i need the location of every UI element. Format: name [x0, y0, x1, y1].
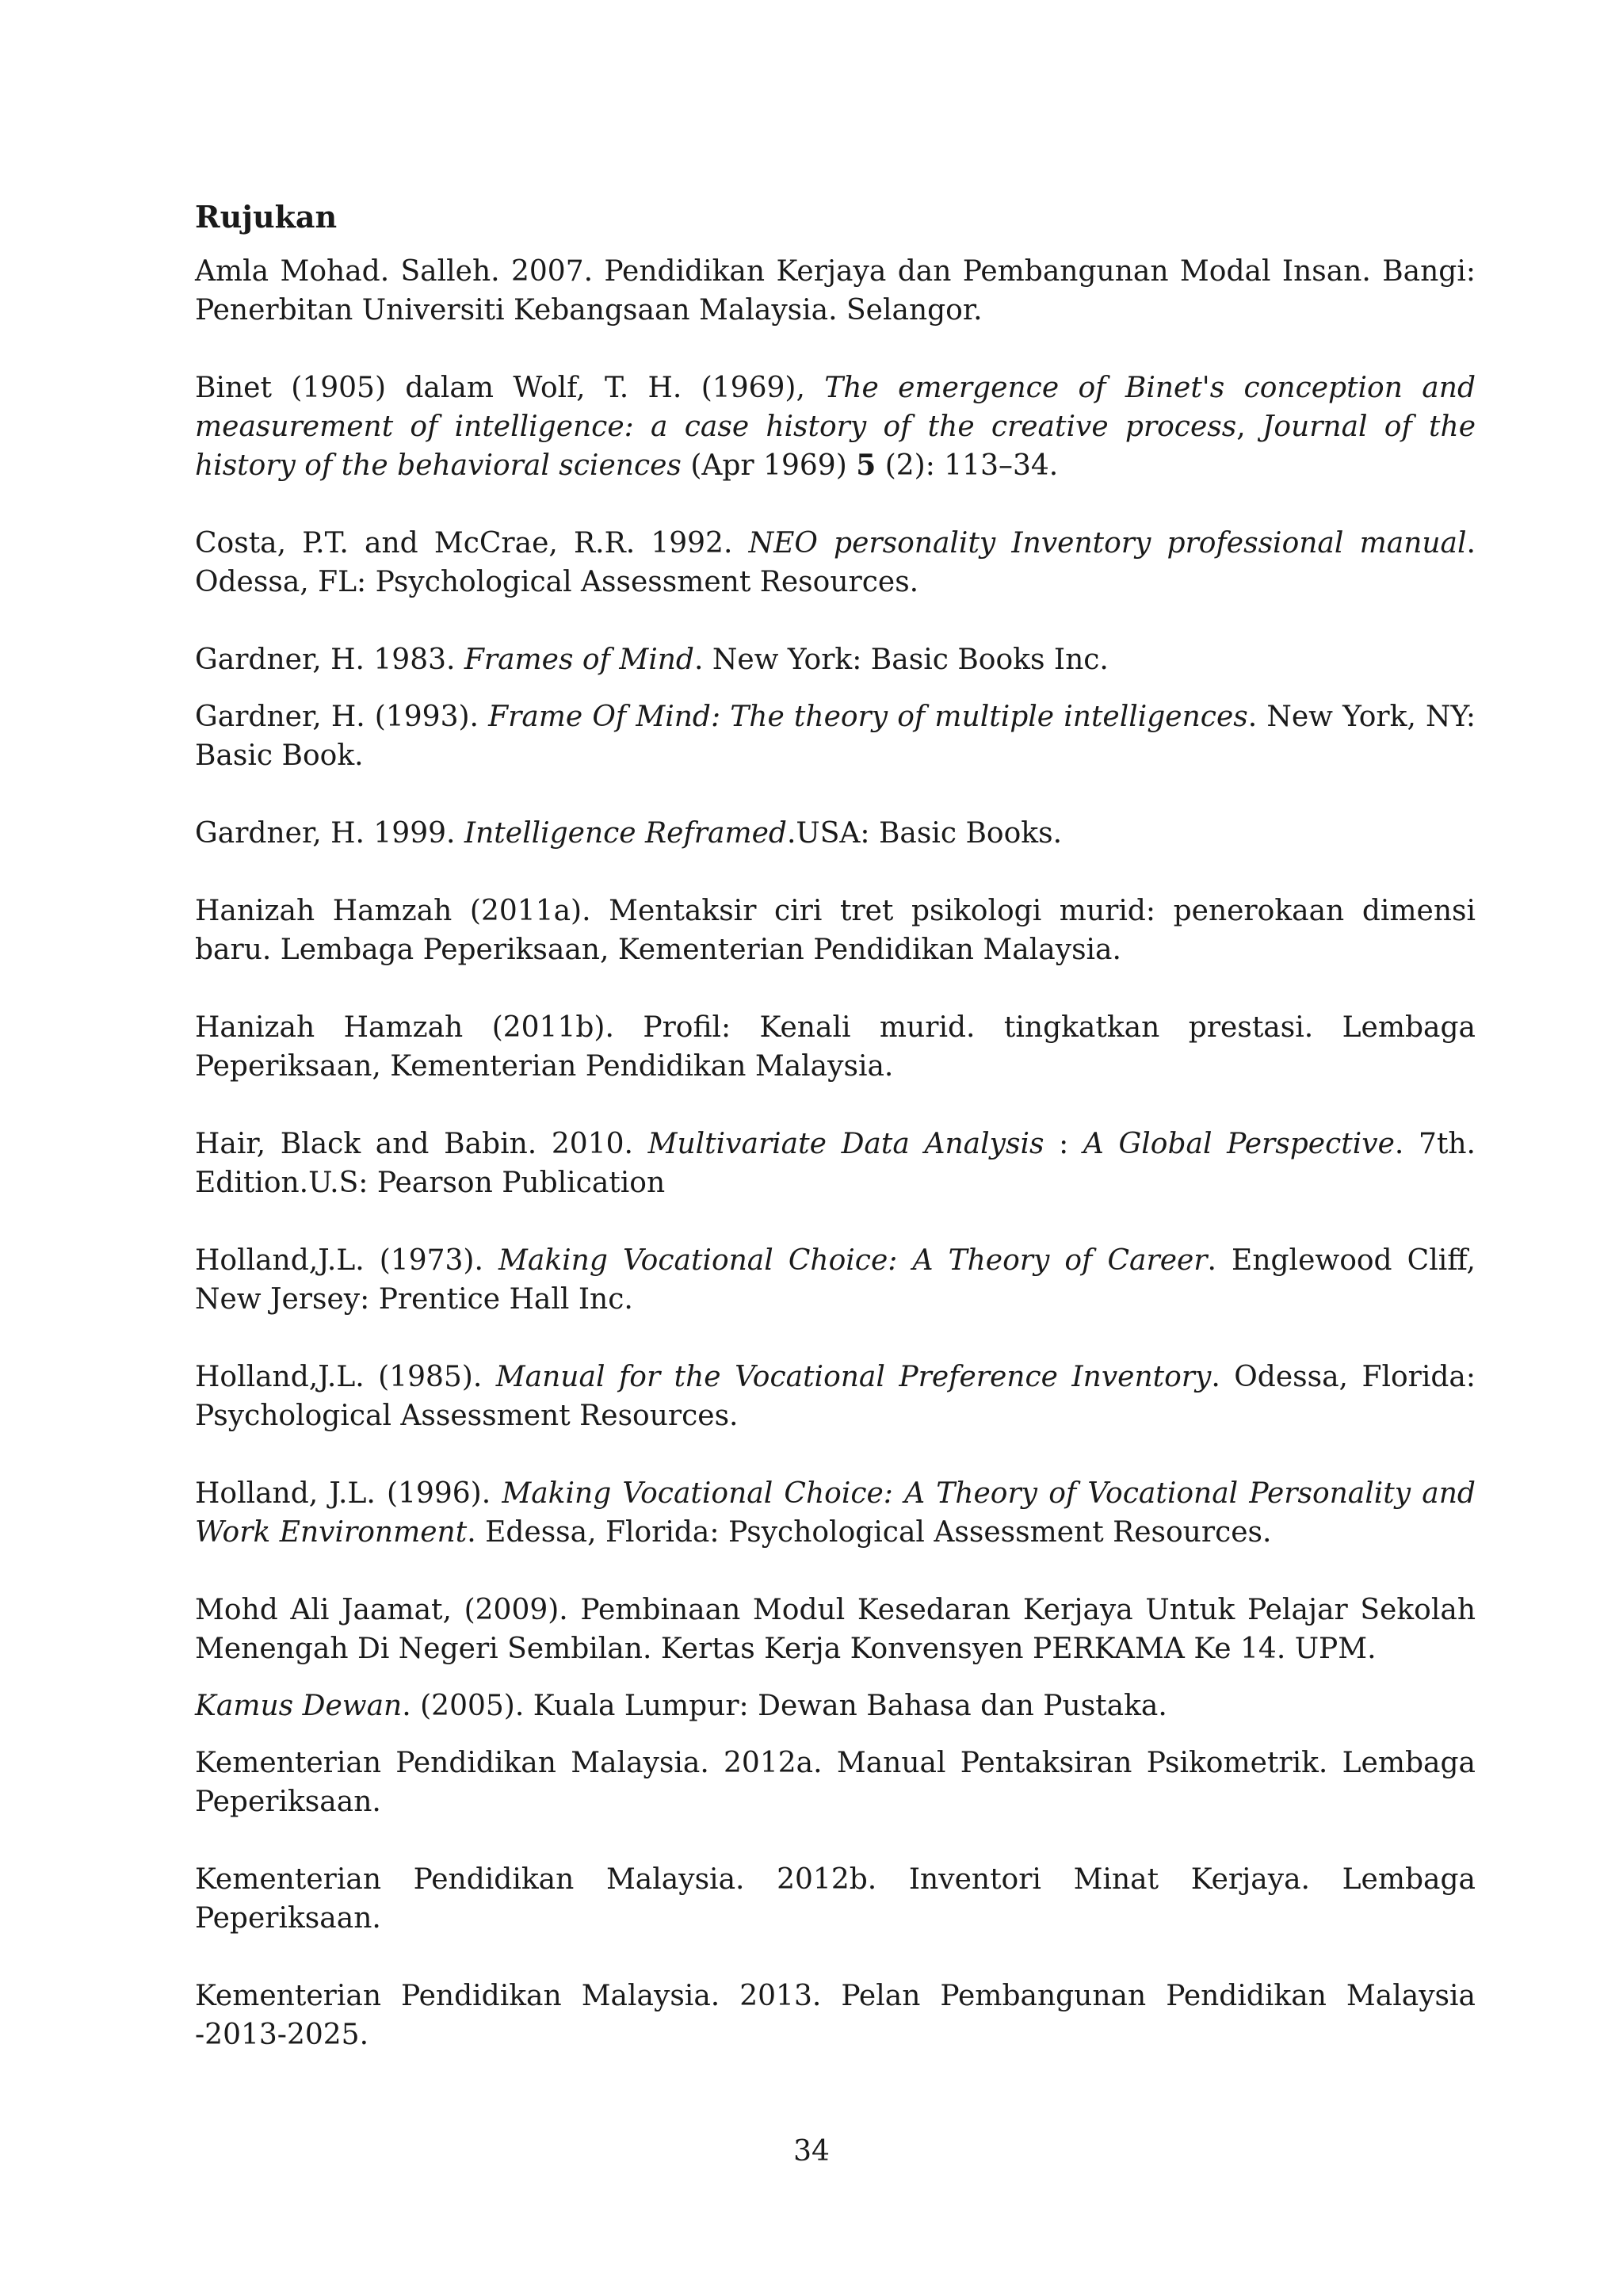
reference-text: . 7th. Edition.U.S: Pearson Publication [195, 1128, 1476, 1199]
reference-text: Kementerian Pendidikan Malaysia. 2012a. Manual Pentaksiran Psikometrik. Lembaga Peperiksaan. [195, 1747, 1476, 1818]
reference-entry [195, 1591, 1476, 1668]
reference-text: Hanizah Hamzah (2011b). Profil: Kenali murid. tingkatkan prestasi. Lembaga Peperiksaan, Kementerian Pendidikan Malaysia. [195, 1011, 1476, 1083]
reference-text: Mohd Ali Jaamat, (2009). Pembinaan Modul Kesedaran Kerjaya Untuk Pelajar Sekolah Menengah Di Negeri Sembilan. Kertas Kerja Konvensyen PERKAMA Ke 14. UPM. [195, 1594, 1476, 1665]
reference-text: (Apr 1969) [681, 449, 857, 482]
references-heading: Rujukan [195, 199, 338, 235]
reference-text: Kementerian Pendidikan Malaysia. 2012b. Inventori Minat Kerjaya. Lembaga Peperiksaan. [195, 1863, 1476, 1935]
reference-text: . (2005). Kuala Lumpur: Dewan Bahasa dan Pustaka. [402, 1690, 1167, 1722]
reference-title: Journal of the history of the behavioral sciences [195, 411, 1476, 482]
reference-entry [195, 892, 1476, 969]
reference-text: Hanizah Hamzah (2011a). Mentaksir ciri tret psikologi murid: penerokaan dimensi baru. Lembaga Peperiksaan, Kementerian Pendidikan Malaysia. [195, 895, 1476, 966]
reference-entry [195, 252, 1476, 330]
reference-text: Gardner, H. 1999. [195, 817, 464, 850]
reference-entry [195, 1860, 1476, 1938]
reference-title: A Global Perspective [1083, 1128, 1395, 1160]
reference-text: Gardner, H. 1983. [195, 644, 464, 676]
reference-entry [195, 1125, 1476, 1202]
reference-text: Costa, P.T. and McCrae, R.R. 1992. [195, 527, 749, 560]
reference-text: . Odessa, Florida: Psychological Assessment Resources. [195, 1361, 1476, 1432]
reference-entry [195, 1744, 1476, 1821]
reference-text: . Odessa, FL: Psychological Assessment Resources. [195, 527, 1476, 598]
reference-text: , [1236, 411, 1262, 443]
reference-text: Binet (1905) dalam Wolf, T. H. (1969), [195, 372, 825, 404]
reference-entry [195, 697, 1476, 775]
reference-title: The emergence of Binet's conception and measurement of intelligence: a case history of the creative process [195, 372, 1476, 443]
reference-text: .USA: Basic Books. [786, 817, 1063, 850]
reference-entry [195, 1687, 1476, 1725]
reference-text: Holland, J.L. (1996). [195, 1477, 502, 1510]
reference-entry [195, 640, 1476, 679]
reference-title: Kamus Dewan [195, 1690, 403, 1722]
reference-list [195, 252, 1476, 2054]
reference-text: Kementerian Pendidikan Malaysia. 2013. Pelan Pembangunan Pendidikan Malaysia -2013-2025. [195, 1980, 1476, 2051]
reference-title: Frames of Mind [464, 644, 694, 676]
reference-title: NEO personality Inventory professional manual [748, 527, 1467, 560]
reference-entry [195, 1358, 1476, 1435]
reference-entry [195, 1008, 1476, 1086]
page-number: 34 [793, 2135, 830, 2168]
reference-text: Gardner, H. (1993). [195, 701, 489, 733]
reference-title: Frame Of Mind: The theory of multiple intelligences [488, 701, 1248, 733]
reference-text: . Edessa, Florida: Psychological Assessment Resources. [467, 1516, 1272, 1549]
reference-entry [195, 369, 1476, 485]
reference-entry [195, 524, 1476, 602]
reference-text: Amla Mohad. Salleh. 2007. Pendidikan Kerjaya dan Pembangunan Modal Insan. Bangi: Penerbitan Universiti Kebangsaan Malaysia. Selangor. [195, 255, 1476, 327]
reference-text: . New York: Basic Books Inc. [693, 644, 1109, 676]
reference-text: . New York, NY: Basic Book. [195, 701, 1476, 772]
reference-entry [195, 1241, 1476, 1319]
reference-title: Manual for the Vocational Preference Inventory [495, 1361, 1212, 1393]
reference-title: Making Vocational Choice: A Theory of Vocational Personality and Work Environment [195, 1477, 1476, 1549]
reference-title: Making Vocational Choice: A Theory of Career [498, 1244, 1208, 1277]
reference-entry [195, 1474, 1476, 1552]
reference-text: Hair, Black and Babin. 2010. [195, 1128, 648, 1160]
reference-text: : [1044, 1128, 1083, 1160]
reference-text: Holland,J.L. (1985). [195, 1361, 496, 1393]
reference-text: Holland,J.L. (1973). [195, 1244, 498, 1277]
reference-text: . Englewood Cliff, New Jersey: Prentice Hall Inc. [195, 1244, 1476, 1316]
reference-title: Intelligence Reframed [464, 817, 787, 850]
reference-title: Multivariate Data Analysis [647, 1128, 1044, 1160]
reference-text: (2): 113–34. [876, 449, 1059, 482]
reference-text: 5 [856, 449, 876, 482]
reference-entry [195, 1977, 1476, 2054]
reference-entry [195, 814, 1476, 853]
